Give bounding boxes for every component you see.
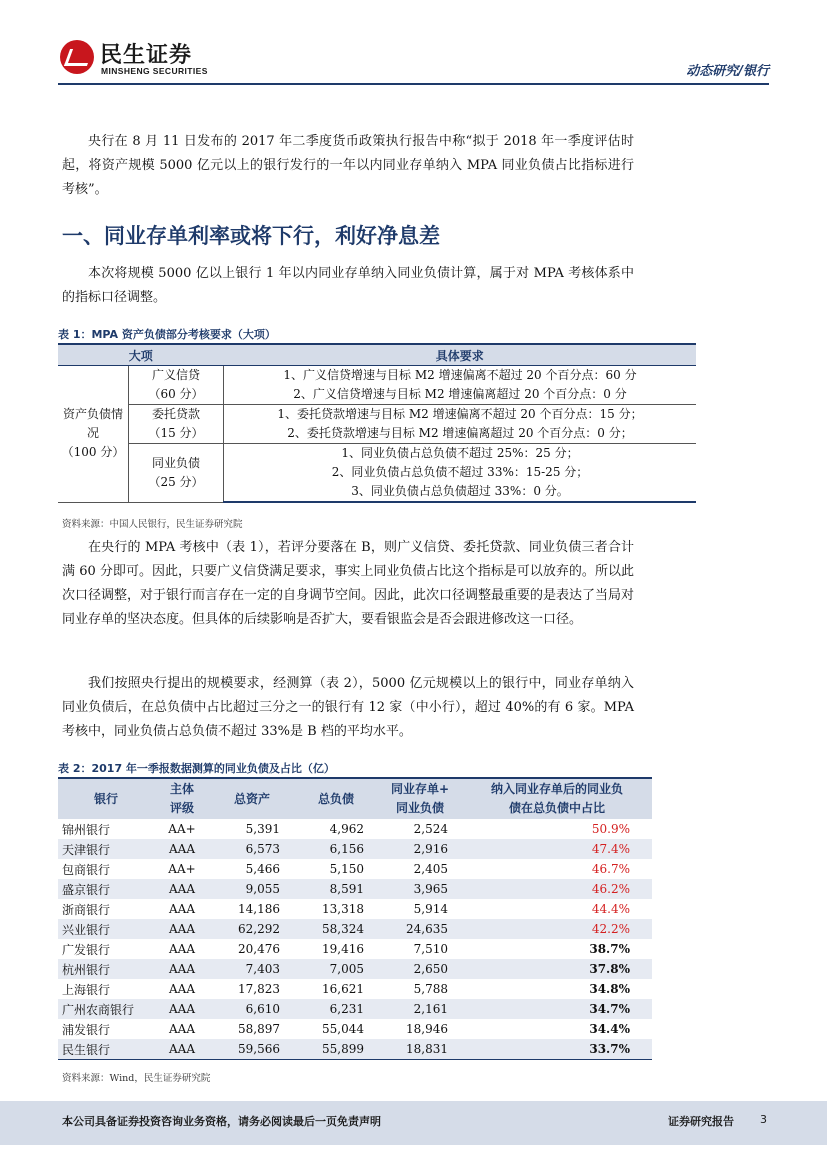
ratio-cell: 47.4% [462,839,652,859]
total-liabilities-cell: 6,231 [294,999,378,1019]
interbank-cell: 2,916 [378,839,462,859]
table1-rule: 1、广义信贷增速与目标 M2 增速偏离不超过 20 个百分点：60 分 [224,366,697,386]
total-liabilities-cell: 19,416 [322,942,364,956]
total-liabilities-cell: 58,324 [294,919,378,939]
ratio-cell: 34.8% [589,982,630,996]
rating-cell: AAA [154,959,210,979]
table-row [58,939,652,959]
table1-item-name: 委托贷款 [151,407,200,421]
company-logo [60,36,240,82]
total-liabilities-cell: 6,156 [294,839,378,859]
table1-category [58,366,129,503]
bank-name-cell: 浦发银行 [62,1022,111,1037]
total-assets-cell: 9,055 [210,879,294,899]
ratio-cell: 46.7% [591,862,630,876]
interbank-cell: 5,914 [413,902,448,916]
table2-header-ratio-line2: 债在总负债中占比 [508,801,605,815]
table2-header-interbank [378,778,462,819]
total-assets-cell: 62,292 [210,919,294,939]
table-row [58,859,652,879]
table-row [58,879,652,899]
table1-item-entrusted [129,405,224,444]
total-assets-cell: 20,476 [238,942,280,956]
mpa-requirements-table [58,343,696,503]
table2-header-bank: 银行 [58,778,154,819]
total-assets-cell: 6,573 [210,839,294,859]
table2-header-rating-line2: 评级 [169,801,194,815]
table2-header-ratio-line1: 纳入同业存单后的同业负 [490,782,623,796]
total-assets-cell: 5,466 [245,862,280,876]
total-assets-cell: 5,391 [245,822,280,836]
interbank-cell: 24,635 [378,919,462,939]
rating-cell: AA+ [168,862,196,876]
table-row [58,959,652,979]
ratio-cell: 38.7% [589,942,630,956]
table-row [58,979,652,999]
total-liabilities-cell: 55,899 [294,1039,378,1060]
total-liabilities-cell: 55,044 [322,1022,364,1036]
total-assets-cell: 17,823 [238,982,280,996]
table-row [58,839,652,859]
table1-item-interbank [129,444,224,503]
table-row [58,1019,652,1039]
table-row [58,899,652,919]
paragraph-mpa-analysis: 在央行的 MPA 考核中（表 1），若评分要落在 B，则广义信贷、委托贷款、同业负债三者合计满 60 分即可。因此，只要广义信贷满足要求，事实上同业负债占比这个指标是可以放弃的。所以此次口径调整，对于银行而言存在一定的自身调节空间。因此，此次口径调整最重要的是表达了当局对同业存单的坚决态度。但具体的后续影响是否扩大，要看银监会是否会跟进修改这一口径。 [62,540,635,627]
rating-cell: AAA [169,942,195,956]
table2-header-interbank-line2: 同业负债 [395,801,444,815]
interbank-cell: 5,788 [413,982,448,996]
table-row [58,999,652,1019]
interbank-cell: 3,965 [378,879,462,899]
paragraph-measurement: 我们按照央行提出的规模要求，经测算（表 2），5000 亿元规模以上的银行中，同业存单纳入同业负债后，在总负债中占比超过三分之一的银行有 12 家（中小行），超过 40%的有 6 家。MPA 考核中，同业负债占总负债不超过 33%是 B 档的平均水平。 [62,676,634,739]
rating-cell: AAA [169,902,195,916]
table1-rule: 1、同业负债占总负债不超过 25%：25 分； [224,444,697,464]
total-liabilities-cell: 7,005 [294,959,378,979]
rating-cell: AAA [154,879,210,899]
ratio-cell: 42.2% [462,919,652,939]
ratio-cell: 44.4% [591,902,630,916]
table1-rule: 2、委托贷款增速与目标 M2 增速偏离超过 20 个百分点：0 分； [224,424,697,444]
bank-name-cell: 包商银行 [62,862,111,877]
table1-category-score: （100 分） [61,445,125,460]
header-divider [58,83,769,85]
interbank-cell: 18,831 [378,1039,462,1060]
bank-name-cell: 上海银行 [62,982,111,997]
bank-name-cell: 广发银行 [62,942,111,957]
ratio-cell: 34.7% [462,999,652,1019]
table2-header-rating [154,778,210,819]
table1-rule: 2、广义信贷增速与目标 M2 增速偏离超过 20 个百分点：0 分 [224,385,697,405]
table1-rule: 2、同业负债占总负债不超过 33%：15-25 分； [224,463,697,482]
total-liabilities-cell: 16,621 [322,982,364,996]
bank-name-cell: 民生银行 [58,1039,154,1060]
ratio-cell: 33.7% [462,1039,652,1060]
section-title: 一、同业存单利率或将下行，利好净息差 [62,224,440,248]
rating-cell: AA+ [168,822,196,836]
ratio-cell: 50.9% [591,822,630,836]
logo-name-cn: 民生证券 [100,43,193,68]
footer-disclaimer: 本公司具备证券投资咨询业务资格，请务必阅读最后一页免责声明 [62,1115,381,1128]
table-row [58,1039,652,1060]
interbank-cell: 18,946 [406,1022,448,1036]
interbank-cell: 7,510 [413,942,448,956]
report-category: 动态研究/银行 [686,64,769,79]
table2-header-liabilities: 总负债 [294,778,378,819]
table1-rule: 1、委托贷款增速与目标 M2 增速偏离不超过 20 个百分点：15 分； [224,405,697,425]
table2-header-interbank-line1: 同业存单+ [390,782,450,796]
bank-name-cell: 锦州银行 [62,822,111,837]
bank-name-cell: 广州农商银行 [58,999,154,1019]
total-assets-cell: 7,403 [210,959,294,979]
rating-cell: AAA [169,982,195,996]
total-liabilities-cell: 5,150 [329,862,364,876]
table1-item-name: 同业负债 [151,455,200,470]
ratio-cell: 37.8% [462,959,652,979]
table1-category-name: 资产负债情况 [62,407,123,441]
rating-cell: AAA [154,919,210,939]
table2-header-rating-line1: 主体 [169,782,194,796]
table2-header-ratio [462,778,652,819]
logo-mark-icon [60,40,94,74]
rating-cell: AAA [169,1022,195,1036]
table2-source: 资料来源：Wind，民生证券研究院 [62,1073,211,1084]
logo-name-en: MINSHENG SECURITIES [101,66,208,76]
bank-name-cell: 杭州银行 [58,959,154,979]
rating-cell: AAA [154,999,210,1019]
table-row [58,819,652,839]
total-liabilities-cell: 13,318 [322,902,364,916]
interbank-cell: 2,405 [413,862,448,876]
interbank-cell: 2,524 [413,822,448,836]
table1-caption: 表 1：MPA 资产负债部分考核要求（大项） [58,328,276,341]
table1-item-credit [129,366,224,405]
table1-item-score: （25 分） [148,474,204,489]
total-assets-cell: 59,566 [210,1039,294,1060]
rating-cell: AAA [154,839,210,859]
table1-item-score: （60 分） [148,387,204,401]
table1-source: 资料来源：中国人民银行，民生证券研究院 [62,519,243,530]
total-liabilities-cell: 4,962 [329,822,364,836]
paragraph-scope: 本次将规模 5000 亿以上银行 1 年以内同业存单纳入同业负债计算，属于对 MPA 考核体系中的指标口径调整。 [62,266,634,305]
page-number: 3 [760,1113,767,1126]
table1-item-score: （15 分） [148,426,204,440]
table1-rule: 3、同业负债占总负债超过 33%：0 分。 [224,482,697,502]
total-assets-cell: 6,610 [210,999,294,1019]
total-liabilities-cell: 8,591 [294,879,378,899]
interbank-liability-table [58,777,652,1060]
table1-header-major: 大项 [58,344,224,366]
rating-cell: AAA [154,1039,210,1060]
bank-name-cell: 浙商银行 [62,902,111,917]
ratio-cell: 46.2% [462,879,652,899]
ratio-cell: 34.4% [589,1022,630,1036]
paragraph-intro: 央行在 8 月 11 日发布的 2017 年二季度货币政策执行报告中称“拟于 2018 年一季度评估时起，将资产规模 5000 亿元以上的银行发行的一年以内同业存单纳入 MPA 同业负债占比指标进行考核”。 [62,134,634,197]
table-row [58,919,652,939]
bank-name-cell: 盛京银行 [58,879,154,899]
table1-header-detail: 具体要求 [224,344,697,366]
bank-name-cell: 兴业银行 [58,919,154,939]
interbank-cell: 2,650 [378,959,462,979]
interbank-cell: 2,161 [378,999,462,1019]
total-assets-cell: 14,186 [238,902,280,916]
table2-header-assets: 总资产 [210,778,294,819]
table2-caption: 表 2：2017 年一季报数据测算的同业负债及占比（亿） [58,762,335,775]
table1-item-name: 广义信贷 [151,368,200,382]
total-assets-cell: 58,897 [238,1022,280,1036]
bank-name-cell: 天津银行 [58,839,154,859]
footer-report-type: 证券研究报告 [668,1115,734,1128]
